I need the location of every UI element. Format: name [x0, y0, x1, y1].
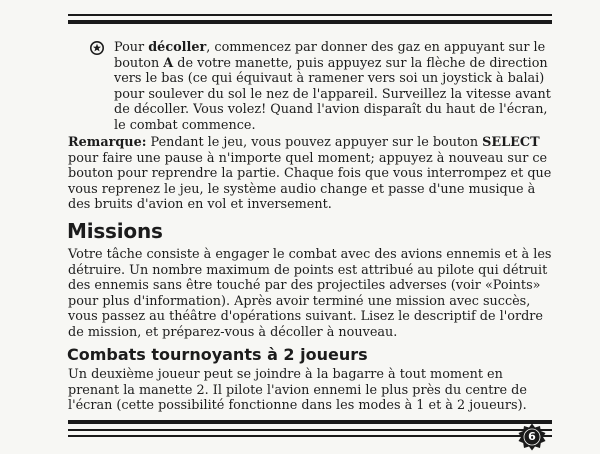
missions-paragraph: Votre tâche consiste à engager le combat avec des avions ennemis et à les détruire. Un nombre maximum de points est attribué au pilote qui détruit des ennemis sans être touché par des projectiles adverses (voir «Points» pour plus d'information). Après avoir terminé une mission avec succès, vous passez au théâtre d'opérations suivant. Lisez le descriptif de l'ordre de mission, et préparez-vous à décoller à nouveau. — [68, 247, 552, 340]
page-number: 6 — [528, 430, 536, 443]
remark-label: Remarque: — [68, 135, 147, 150]
remark-paragraph: Remarque: Pendant le jeu, vous pouvez appuyer sur le bouton SELECT pour faire une pause à n'importe quel moment; appuyez à nouveau sur ce bouton pour reprendre la partie. Chaque fois que vous interrompez et que vous reprenez le jeu, le système audio change et passe d'une musique à des bruits d'avion en vol et inversement. — [68, 135, 552, 213]
takeoff-paragraph: Pour décoller, commencez par donner des gaz en appuyant sur le bouton A de votre manette, puis appuyez sur la flèche de direction vers le bas (ce qui équivaut à ramener vers soi un joystick à balai) pour soulever du sol le nez de l'appareil. Surveillez la vitesse avant de décoller. Vous volez! Quand l'avion disparaît du haut de l'écran, le combat commence. — [114, 40, 551, 133]
star-bullet-icon — [90, 41, 104, 55]
top-rule-thin — [68, 14, 552, 16]
combats-paragraph: Un deuxième joueur peut se joindre à la bagarre à tout moment en prenant la manette 2. Il pilote l'avion ennemi le plus près du centre de l'écran (cette possibilité fonctionne dans les modes à 1 et à 2 joueurs). — [68, 367, 527, 414]
missions-heading: Missions — [67, 219, 163, 243]
bottom-rule-thin — [68, 429, 552, 431]
bottom-rule-thin-2 — [68, 435, 552, 437]
bottom-rule-thick — [68, 420, 552, 424]
combats-heading: Combats tournoyants à 2 joueurs — [67, 345, 368, 364]
top-rule-thick — [68, 20, 552, 24]
